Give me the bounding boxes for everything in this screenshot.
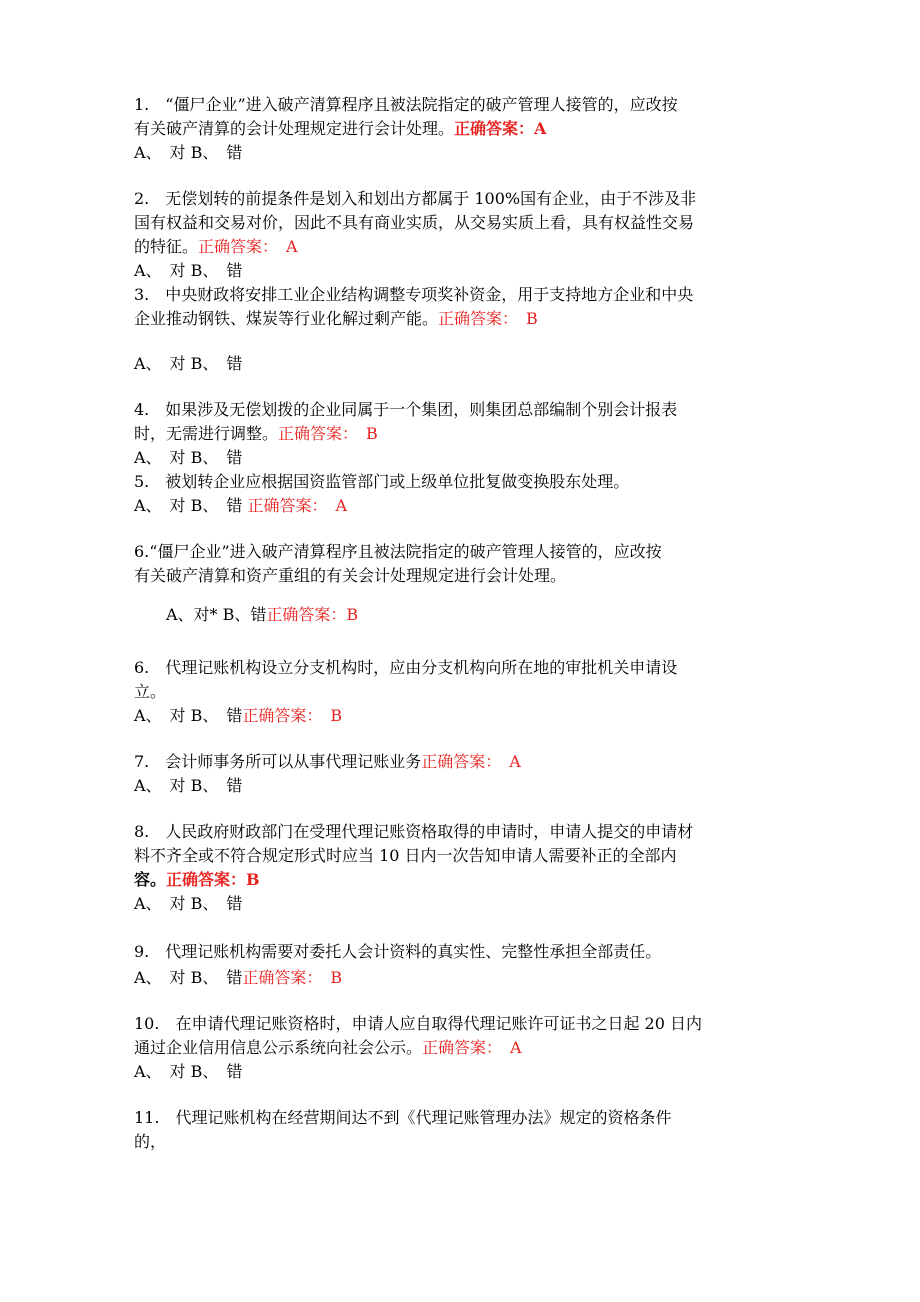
- question-2-options: A、 对 B、 错: [134, 261, 243, 280]
- question-4-line-1: 4. 如果涉及无偿划拨的企业同属于一个集团，则集团总部编制个别会计报表: [134, 400, 678, 419]
- question-text: 企业推动钢铁、煤炭等行业化解过剩产能。: [134, 309, 439, 328]
- answer-label: 正确答案：A: [454, 119, 547, 138]
- question-2-line-3: [134, 235, 298, 259]
- question-text: 7. 会计师事务所可以从事代理记账业务: [134, 752, 422, 771]
- question-7-options: A、 对 B、 错: [134, 776, 243, 795]
- question-10-options: A、 对 B、 错: [134, 1062, 243, 1081]
- question-text: 时，无需进行调整。: [134, 424, 279, 443]
- question-6b-line-1: 6. 代理记账机构设立分支机构时，应由分支机构向所在地的审批机关申请设: [134, 658, 678, 677]
- question-8-line-3: [134, 868, 260, 892]
- answer-label: 正确答案： A: [421, 752, 521, 771]
- question-2-line-1: 2. 无偿划转的前提条件是划入和划出方都属于 100%国有企业，由于不涉及非: [134, 189, 697, 208]
- question-10-line-1: 10. 在申请代理记账资格时，申请人应自取得代理记账许可证书之日起 20 日内: [134, 1014, 702, 1033]
- question-text: 容。: [134, 870, 167, 889]
- question-3-line-2: [134, 307, 538, 331]
- answer-label: 正确答案： A: [247, 496, 348, 515]
- question-5-line-1: 5. 被划转企业应根据国资监管部门或上级单位批复做变换股东处理。: [134, 472, 630, 491]
- answer-label: 正确答案： B: [242, 706, 343, 725]
- question-text: A、 对 B、 错: [134, 706, 243, 725]
- question-9-options: [134, 966, 342, 990]
- question-text: 通过企业信用信息公示系统向社会公示。: [134, 1038, 423, 1057]
- question-8-line-2: 料不齐全或不符合规定形式时应当 10 日内一次告知申请人需要补正的全部内: [134, 846, 677, 865]
- question-1-line-2: [134, 117, 546, 141]
- question-8-options: A、 对 B、 错: [134, 894, 243, 913]
- question-4-line-2: [134, 422, 378, 446]
- answer-label: 正确答案： B: [438, 309, 538, 328]
- answer-label: 正确答案： B: [278, 424, 378, 443]
- question-4-options: A、 对 B、 错: [134, 448, 243, 467]
- question-text: A、对* B、错: [166, 605, 267, 624]
- answer-label: 正确答案： B: [242, 968, 343, 987]
- question-text: A、 对 B、 错: [134, 968, 243, 987]
- question-2-line-2: 国有权益和交易对价，因此不具有商业实质，从交易实质上看，具有权益性交易: [134, 213, 695, 232]
- question-8-line-1: 8. 人民政府财政部门在受理代理记账资格取得的申请时，申请人提交的申请材: [134, 822, 694, 841]
- question-6b-line-2: 立。: [134, 682, 167, 701]
- answer-label: 正确答案：B: [266, 605, 359, 624]
- question-6a-line-2: 有关破产清算和资产重组的有关会计处理规定进行会计处理。: [134, 566, 567, 585]
- question-11-line-1: 11. 代理记账机构在经营期间达不到《代理记账管理办法》规定的资格条件: [134, 1108, 672, 1127]
- question-6a-line-1: 6.“僵尸企业”进入破产清算程序且被法院指定的破产管理人接管的，应改按: [134, 542, 662, 561]
- question-3-options: A、 对 B、 错: [134, 354, 243, 373]
- question-text: 有关破产清算的会计处理规定进行会计处理。: [134, 119, 455, 138]
- question-10-line-2: [134, 1036, 522, 1060]
- answer-label: 正确答案：B: [166, 870, 260, 889]
- question-6b-options: [134, 704, 342, 728]
- question-7-line-1: [134, 750, 521, 774]
- question-text: A、 对 B、 错: [134, 496, 248, 515]
- question-1-options: A、 对 B、 错: [134, 143, 243, 162]
- question-1-line-1: 1. “僵尸企业”进入破产清算程序且被法院指定的破产管理人接管的，应改按: [134, 95, 678, 114]
- question-text: 的特征。: [134, 237, 199, 256]
- question-6a-options: [166, 603, 358, 627]
- question-11-line-2: 的，: [134, 1132, 167, 1151]
- question-9-line-1: 9. 代理记账机构需要对委托人会计资料的真实性、完整性承担全部责任。: [134, 942, 662, 961]
- question-3-line-1: 3. 中央财政将安排工业企业结构调整专项奖补资金，用于支持地方企业和中央: [134, 285, 694, 304]
- answer-label: 正确答案： A: [422, 1038, 522, 1057]
- question-5-options: [134, 494, 347, 518]
- answer-label: 正确答案： A: [198, 237, 298, 256]
